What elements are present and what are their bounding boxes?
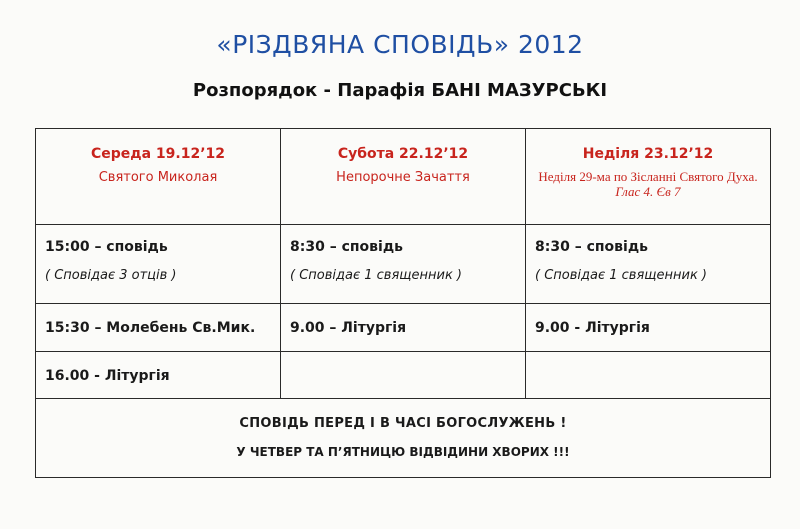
table-cell — [36, 304, 281, 352]
table-cell — [36, 225, 281, 304]
confession-time: 8:30 – сповідь — [535, 239, 648, 255]
day-label: Субота 22.12’12 — [337, 146, 469, 162]
header-row — [36, 129, 771, 225]
feast-label — [526, 169, 770, 199]
table-cell — [526, 225, 771, 304]
table-cell — [526, 352, 771, 399]
page-title: «РІЗДВЯНА СПОВІДЬ» 2012 — [216, 30, 584, 59]
service-label: 9.00 - Літургія — [535, 320, 650, 336]
day-header-cell — [36, 129, 281, 225]
footer-cell — [36, 399, 771, 478]
feast-label: Непорочне Зачаття — [336, 170, 470, 185]
table-cell — [281, 225, 526, 304]
confession-time: 15:00 – сповідь — [45, 239, 168, 255]
confession-note: ( Сповідає 1 священник ) — [535, 268, 708, 283]
schedule-table — [35, 128, 771, 478]
table-cell — [281, 352, 526, 399]
confession-time: 8:30 – сповідь — [290, 239, 403, 255]
service-label: 15:30 – Молебень Св.Мик. — [45, 320, 256, 336]
day-label: Середа 19.12’12 — [91, 146, 225, 162]
table-row — [36, 304, 771, 352]
page-subtitle: Розпорядок - Парафія БАНІ МАЗУРСЬКІ — [192, 80, 608, 101]
footer-line-2: У ЧЕТВЕР ТА П’ЯТНИЦЮ ВІДВІДИНИ ХВОРИХ !!! — [236, 445, 570, 459]
day-label: Неділя 23.12’12 — [582, 146, 714, 162]
service-label: 9.00 – Літургія — [290, 320, 407, 336]
table-cell — [526, 304, 771, 352]
footer-line-1: СПОВІДЬ ПЕРЕД І В ЧАСІ БОГОСЛУЖЕНЬ ! — [239, 416, 567, 431]
confession-note: ( Сповідає 3 отців ) — [45, 268, 177, 283]
feast-italic: Глас 4. Єв 7 — [615, 184, 681, 199]
day-header-cell — [526, 129, 771, 225]
service-label: 16.00 - Літургія — [45, 368, 170, 384]
feast-plain: Неділя 29-ма по Зісланні Святого Духа. — [538, 169, 758, 184]
table-row — [36, 225, 771, 304]
confession-note: ( Сповідає 1 священник ) — [290, 268, 463, 283]
footer-row — [36, 399, 771, 478]
table-cell — [281, 304, 526, 352]
table-row — [36, 352, 771, 399]
feast-label: Святого Миколая — [98, 170, 218, 185]
day-header-cell — [281, 129, 526, 225]
table-cell — [36, 352, 281, 399]
